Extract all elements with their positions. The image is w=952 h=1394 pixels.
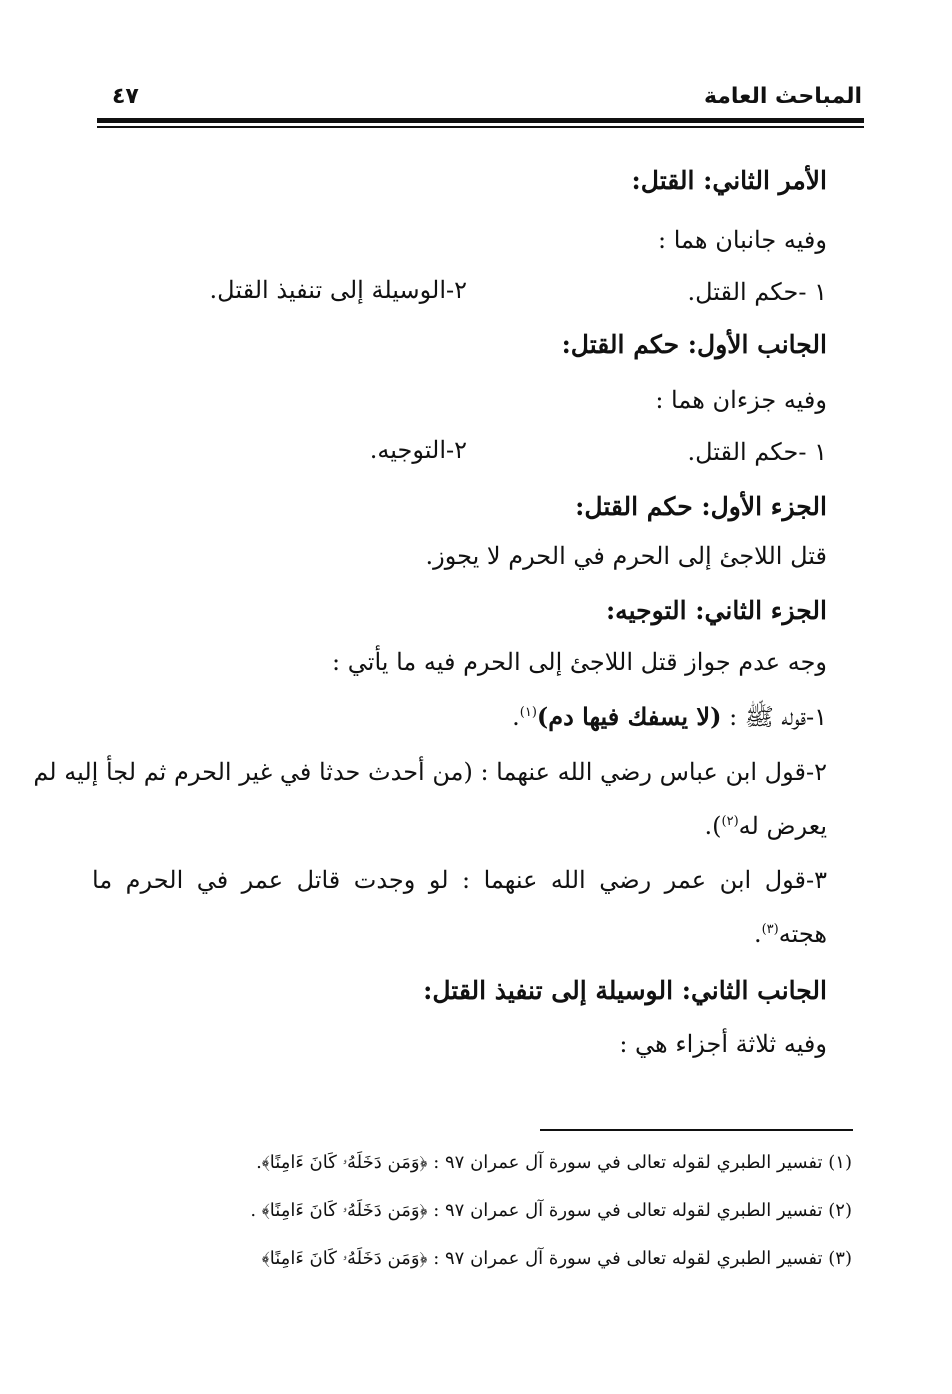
heading-second-matter: الأمر الثاني: القتل: [631, 166, 827, 195]
reason-1 [512, 702, 827, 737]
two-parts-intro: وفيه جزءان هما : [655, 386, 827, 414]
heading-first-part: الجزء الأول: حكم القتل: [575, 492, 827, 521]
reason-intro: وجه عدم جواز قتل اللاجئ إلى الحرم فيه ما يأتي : [332, 648, 827, 676]
three-parts-intro: وفيه ثلاثة أجزاء هي : [619, 1030, 827, 1058]
footnote-ref-1: (١) [519, 705, 537, 720]
reason-2-end: ). [704, 812, 722, 840]
page-number: ٤٧ [112, 84, 139, 109]
reason-3-end: . [753, 920, 762, 948]
reason-1-end: . [512, 703, 520, 731]
reason-2-line-2 [705, 812, 827, 840]
footnote-separator [540, 1129, 853, 1131]
side-item-1: ١ -حكم القتل. [687, 278, 827, 306]
ruling-text: قتل اللاجئ إلى الحرم في الحرم لا يجوز. [425, 542, 827, 570]
side-item-2: ٢-الوسيلة إلى تنفيذ القتل. [209, 276, 467, 304]
footnote-1: (١) تفسير الطبري لقوله تعالى في سورة آل عمران ٩٧ : ﴿وَمَن دَخَلَهُۥ كَانَ ءَامِنًا﴾. [256, 1152, 852, 1173]
part-item-1: ١ -حكم القتل. [687, 438, 827, 466]
header-rule-thin [97, 126, 864, 128]
reason-3-continuation: هجته [778, 920, 827, 948]
header-rule-thick [97, 118, 864, 123]
running-header-title: المباحث العامة [703, 84, 862, 109]
reason-3-line-1: ٣-قول ابن عمر رضي الله عنهما : لو وجدت قاتل عمر في الحرم ما [92, 866, 827, 894]
two-sides-intro: وفيه جانبان هما : [658, 226, 827, 254]
heading-first-side: الجانب الأول: حكم القتل: [561, 330, 827, 359]
reason-3-line-2 [754, 920, 827, 948]
part-item-2: ٢-التوجيه. [369, 436, 467, 464]
reason-1-prefix: ١-قوله ﷺ : [721, 703, 827, 731]
heading-second-side: الجانب الثاني: الوسيلة إلى تنفيذ القتل: [423, 976, 827, 1005]
footnote-2: (٢) تفسير الطبري لقوله تعالى في سورة آل عمران ٩٧ : ﴿وَمَن دَخَلَهُۥ كَانَ ءَامِنًا﴾ . [250, 1200, 852, 1221]
reason-2-continuation: يعرض له [738, 812, 827, 840]
footnote-ref-3: (٣) [761, 922, 779, 937]
reason-2-line-1: ٢-قول ابن عباس رضي الله عنهما : (من أحدث حدثا في غير الحرم ثم لجأ إليه لم [33, 758, 827, 786]
footnote-ref-2: (٢) [721, 814, 739, 829]
reason-1-hadith-quote: (لا يسفك فيها دم) [536, 702, 722, 731]
heading-second-part: الجزء الثاني: التوجيه: [605, 596, 827, 625]
footnote-3: (٣) تفسير الطبري لقوله تعالى في سورة آل عمران ٩٧ : ﴿وَمَن دَخَلَهُۥ كَانَ ءَامِنًا﴾ [261, 1248, 852, 1269]
